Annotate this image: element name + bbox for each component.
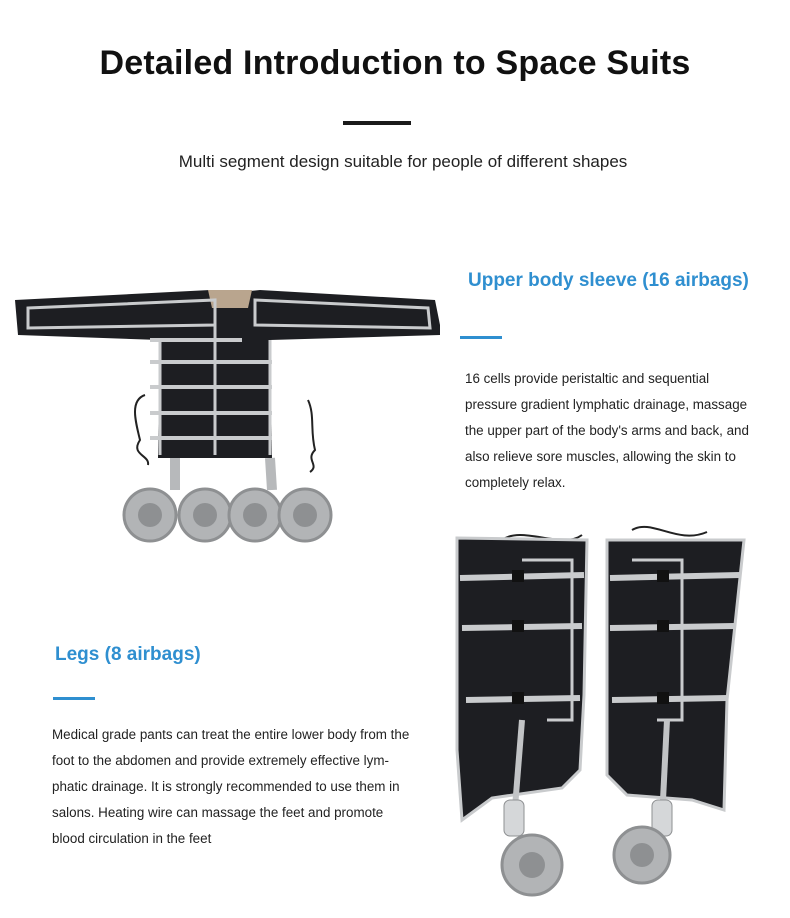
page-title: Detailed Introduction to Space Suits <box>99 44 691 82</box>
legs-heading: Legs (8 airbags) <box>55 644 201 665</box>
legs-description-line: salons. Heating wire can massage the feet and promote <box>52 805 384 820</box>
upper-body-description-line: completely relax. <box>465 475 566 490</box>
legs-description-line: Medical grade pants can treat the entire lower body from the <box>52 727 410 742</box>
legs-description-line: blood circulation in the feet <box>52 831 212 846</box>
page-subtitle: Multi segment design suitable for people of different shapes <box>178 152 628 171</box>
title-divider <box>343 121 411 125</box>
upper-body-description <box>465 366 775 496</box>
upper-body-description-line: also relieve sore muscles, allowing the skin to <box>465 449 736 464</box>
legs-image <box>452 520 762 910</box>
legs-divider <box>53 697 95 700</box>
legs-description-line: foot to the abdomen and provide extremely effective lym- <box>52 753 389 768</box>
upper-body-description-line: 16 cells provide peristaltic and sequential <box>465 371 710 386</box>
legs-description <box>52 722 442 852</box>
upper-body-sleeve-image <box>10 280 440 545</box>
upper-body-description-line: pressure gradient lymphatic drainage, massage <box>465 397 748 412</box>
upper-body-description-line: the upper part of the body's arms and back, and <box>465 423 749 438</box>
upper-body-heading: Upper body sleeve (16 airbags) <box>468 270 749 291</box>
upper-body-divider <box>460 336 502 339</box>
legs-description-line: phatic drainage. It is strongly recommended to use them in <box>52 779 400 794</box>
